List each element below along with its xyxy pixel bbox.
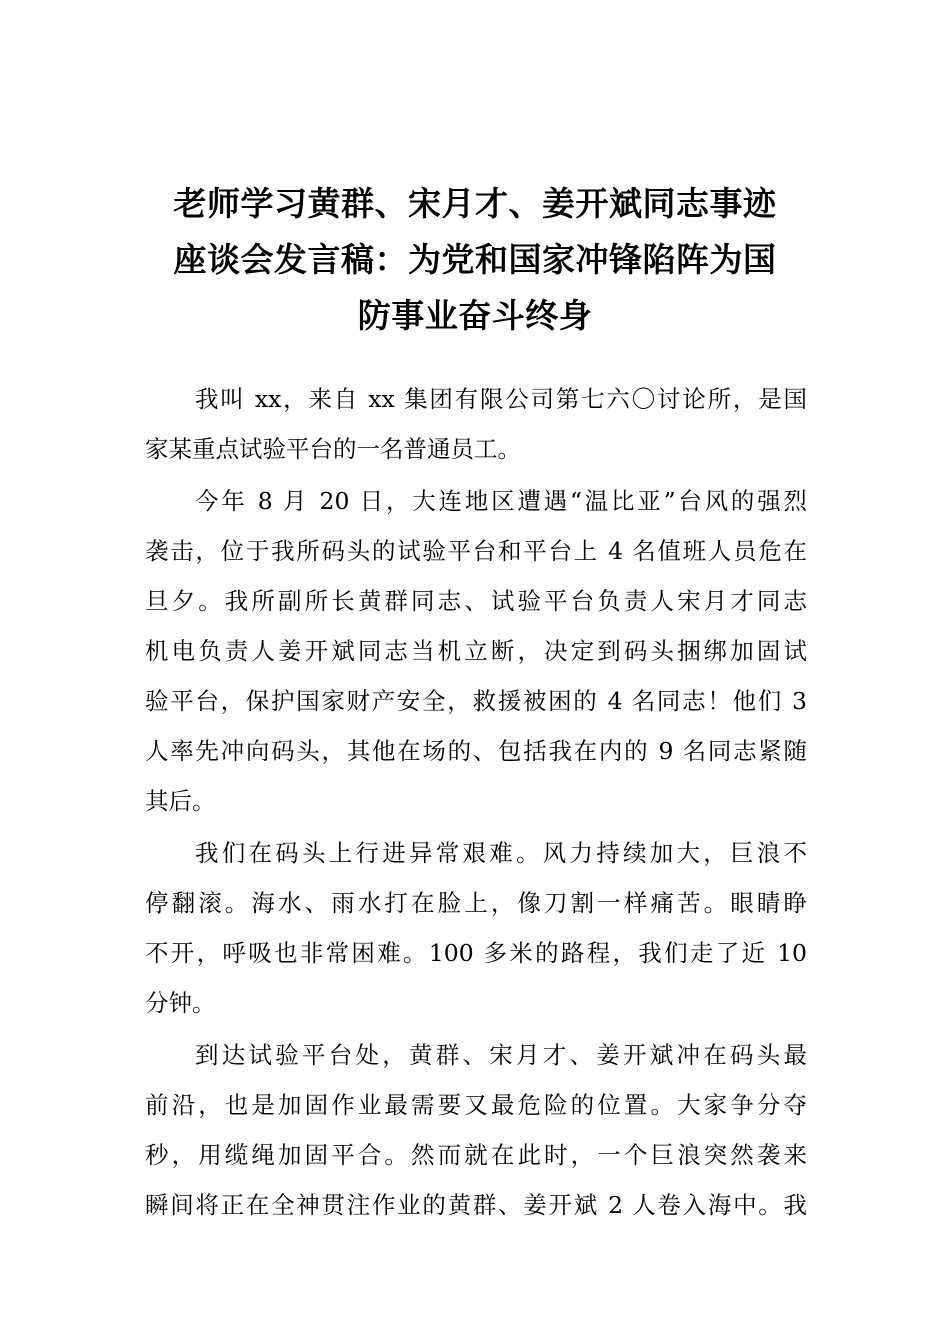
paragraph-typhoon (145, 476, 807, 826)
text-line: 停翻滚。海水、雨水打在脸上，像刀割一样痛苦。眼睛睁 (145, 889, 807, 917)
text-line: 不开，呼吸也非常困难。100 多米的路程，我们走了近 10 (145, 939, 807, 967)
text-line: 家某重点试验平台的一名普通员工。 (145, 435, 521, 463)
text-line: 我叫 xx，来自 xx 集团有限公司第七六〇讨论所，是国 (195, 385, 807, 413)
document-body (145, 374, 807, 1232)
text-line: 我们在码头上行进异常艰难。风力持续加大，巨浪不 (195, 839, 807, 867)
text-line: 前沿，也是加固作业最需要又最危险的位置。大家争分夺 (145, 1091, 807, 1119)
title-line: 座谈会发言稿：为党和国家冲锋陷阵为国 (173, 240, 777, 279)
text-line: 分钟。 (145, 989, 216, 1017)
paragraph-intro (145, 374, 807, 474)
paragraph-platform (145, 1030, 807, 1230)
text-line: 今年 8 月 20 日，大连地区遭遇“温比亚”台风的强烈 (195, 487, 807, 515)
text-line: 袭击，位于我所码头的试验平台和平台上 4 名值班人员危在 (145, 537, 807, 565)
title-line: 防事业奋斗终身 (357, 296, 593, 335)
text-line: 旦夕。我所副所长黄群同志、试验平台负责人宋月才同志 (145, 587, 807, 615)
paragraph-dock (145, 828, 807, 1028)
text-line: 机电负责人姜开斌同志当机立断，决定到码头捆绑加固试 (145, 637, 807, 665)
text-line: 人率先冲向码头，其他在场的、包括我在内的 9 名同志紧随 (145, 737, 807, 765)
text-line: 验平台，保护国家财产安全，救援被困的 4 名同志！他们 3 (145, 687, 807, 715)
text-line: 秒，用缆绳加固平合。然而就在此时，一个巨浪突然袭来 (145, 1141, 807, 1169)
document-title (145, 176, 805, 344)
text-line: 瞬间将正在全神贯注作业的黄群、姜开斌 2 人卷入海中。我 (145, 1191, 807, 1219)
title-line: 老师学习黄群、宋月才、姜开斌同志事迹 (173, 184, 777, 223)
text-line: 其后。 (145, 787, 216, 815)
text-line: 到达试验平台处，黄群、宋月才、姜开斌冲在码头最 (195, 1041, 807, 1069)
